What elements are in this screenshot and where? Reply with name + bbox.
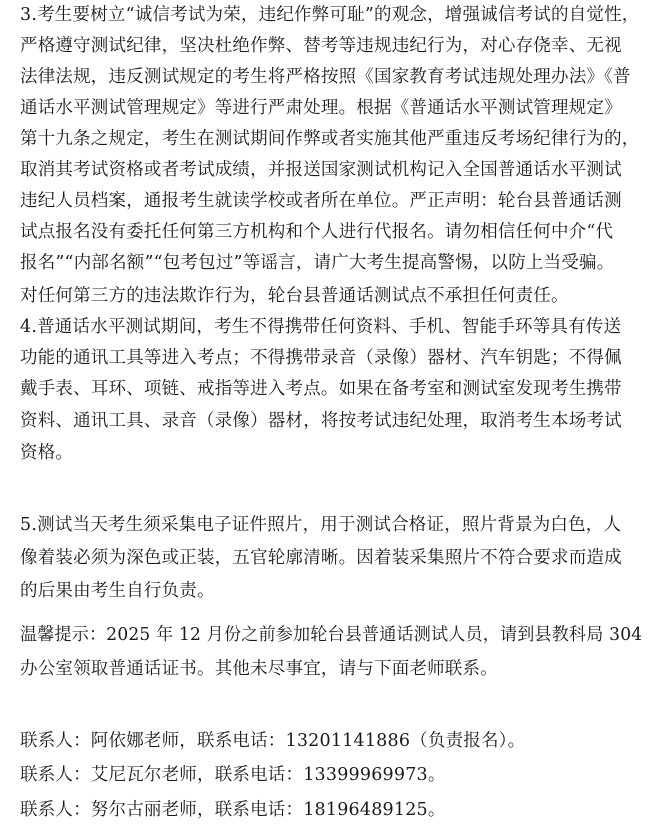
paragraph-4-line-5: 资格。 bbox=[20, 443, 74, 463]
paragraph-4-line-4: 资料、通讯工具、录音（录像）器材，将按考试违纪处理，取消考生本场考试 bbox=[20, 411, 622, 431]
contact-line-1: 联系人：阿依娜老师，联系电话：13201141886（负责报名）。 bbox=[20, 731, 526, 751]
paragraph-3-line-2: 严格遵守测试纪律，坚决杜绝作弊、替考等违规违纪行为，对心存侥幸、无视 bbox=[20, 36, 622, 56]
paragraph-5-line-1: 5.测试当天考生须采集电子证件照片，用于测试合格证，照片背景为白色，人 bbox=[20, 515, 622, 535]
paragraph-5-line-3: 的后果由考生自行负责。 bbox=[20, 581, 215, 601]
paragraph-3-line-3: 法律法规，违反测试规定的考生将严格按照《国家教育考试违规处理办法》《普 bbox=[20, 67, 631, 87]
contact-line-3: 联系人：努尔古丽老师，联系电话：18196489125。 bbox=[20, 800, 446, 820]
contact-line-2: 联系人：艾尼瓦尔老师，联系电话：13399969973。 bbox=[20, 765, 446, 785]
paragraph-3-line-4: 通话水平测试管理规定》等进行严肃处理。根据《普通话水平测试管理规定》 bbox=[20, 98, 622, 118]
paragraph-3-line-7: 违纪人员档案，通报考生就读学校或者所在单位。严正声明：轮台县普通话测 bbox=[20, 191, 622, 211]
paragraph-3-line-8: 试点报名没有委托任何第三方机构和个人进行代报名。请勿相信任何中介“代 bbox=[20, 222, 614, 242]
paragraph-3-line-1: 3.考生要树立“诚信考试为荣，违纪作弊可耻”的观念，增强诚信考试的自觉性， bbox=[20, 5, 640, 25]
reminder-line-1: 温馨提示：2025 年 12 月份之前参加轮台县普通话测试人员，请到县教科局 304 bbox=[20, 625, 643, 645]
paragraph-5-line-2: 像着装必须为深色或正装，五官轮廓清晰。因着装采集照片不符合要求而造成 bbox=[20, 548, 622, 568]
paragraph-3-line-10: 对任何第三方的违法欺诈行为，轮台县普通话测试点不承担任何责任。 bbox=[20, 286, 569, 306]
reminder-line-2: 办公室领取普通话证书。其他未尽事宜，请与下面老师联系。 bbox=[20, 659, 498, 679]
paragraph-3-line-9: 报名”“内部名额”“包考包过”等谣言，请广大考生提高警惕，以防上当受骗。 bbox=[20, 253, 615, 273]
paragraph-4-line-2: 功能的通讯工具等进入考点；不得携带录音（录像）器材、汽车钥匙；不得佩 bbox=[20, 348, 622, 368]
paragraph-4-line-1: 4.普通话水平测试期间，考生不得携带任何资料、手机、智能手环等具有传送 bbox=[20, 317, 622, 337]
paragraph-3-line-6: 取消其考试资格或者考试成绩，并报送国家测试机构记入全国普通话水平测试 bbox=[20, 160, 622, 180]
paragraph-3-line-5: 第十九条之规定，考生在测试期间作弊或者实施其他严重违反考场纪律行为的， bbox=[20, 129, 640, 149]
paragraph-4-line-3: 戴手表、耳环、项链、戒指等进入考点。如果在备考室和测试室发现考生携带 bbox=[20, 379, 622, 399]
